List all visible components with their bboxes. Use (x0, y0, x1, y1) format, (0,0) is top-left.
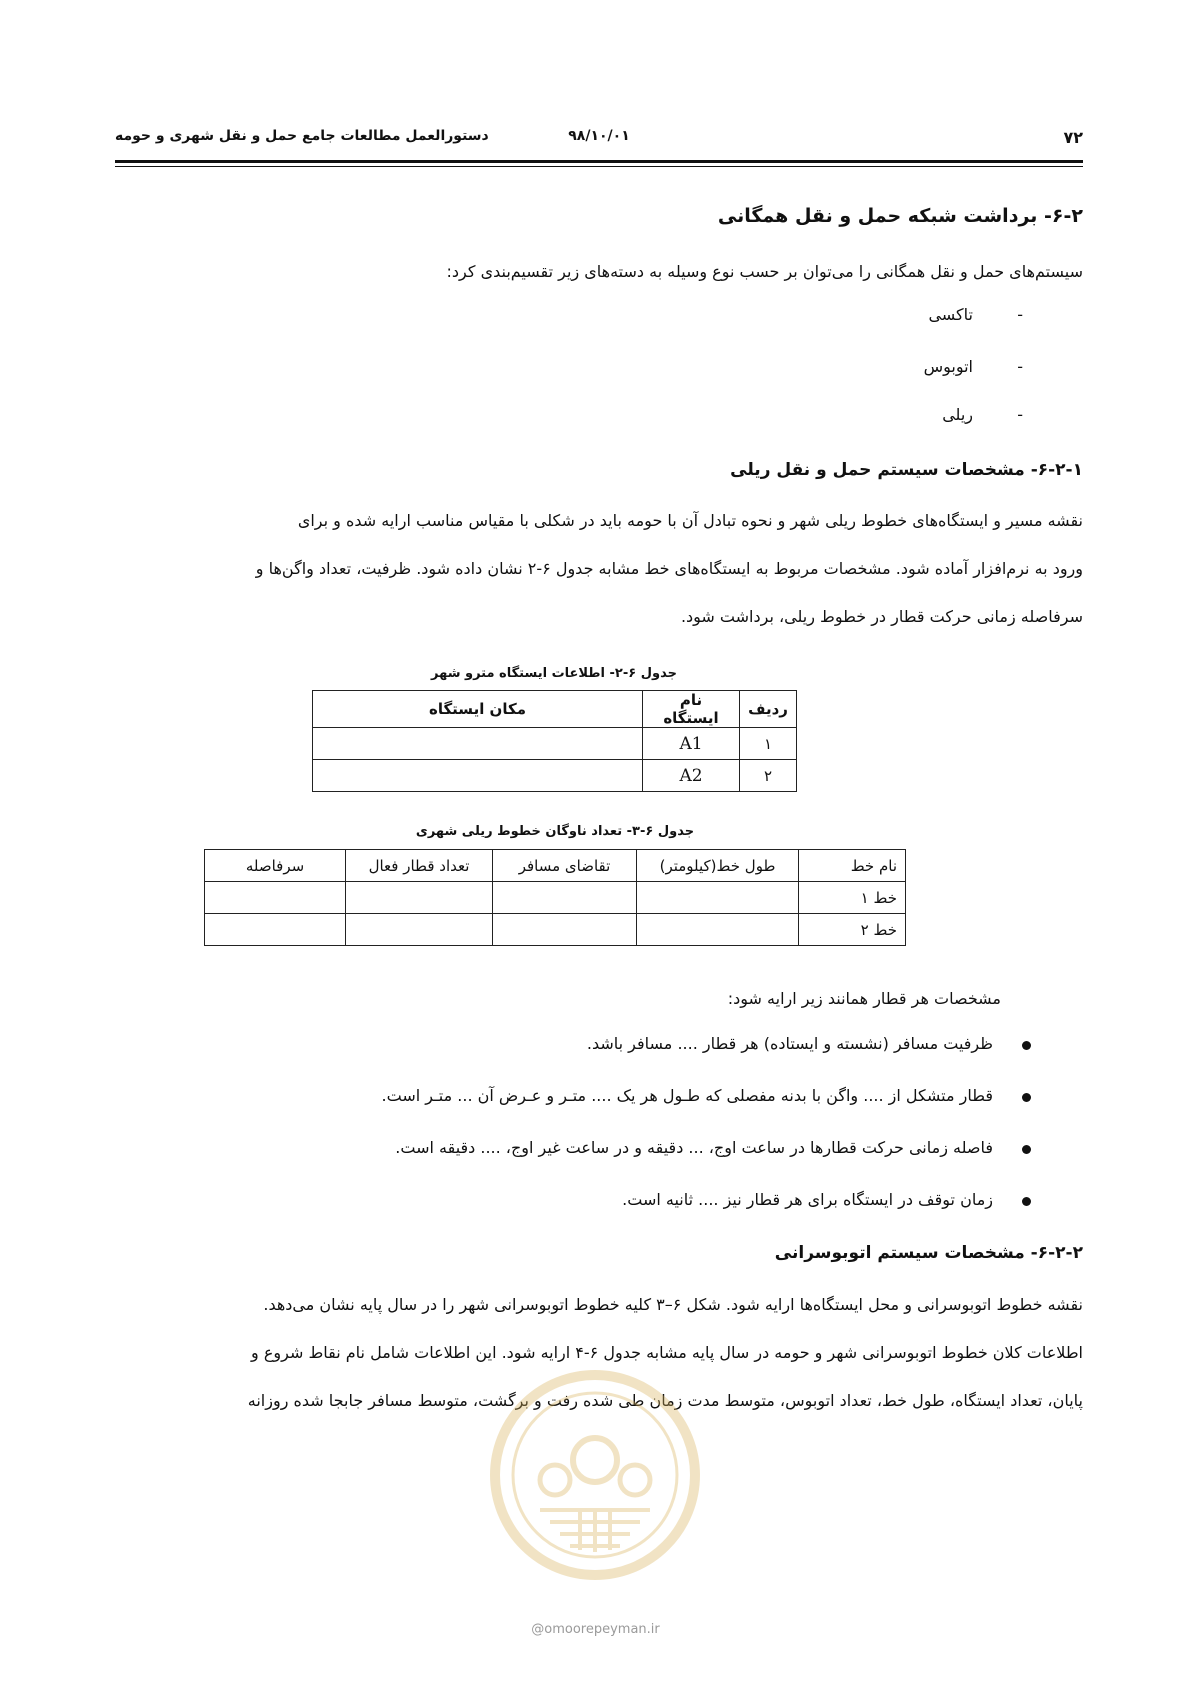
list-item-text: فاصله زمانی حرکت قطارها در ساعت اوج، ... دقیقه و در ساعت غیر اوج، .... دقیقه است. (395, 1138, 993, 1157)
house-icon (620, 1465, 650, 1495)
table-cell: A1 (643, 728, 740, 760)
header-date: ۹۸/۱۰/۰۱ (568, 128, 630, 144)
list-item (115, 405, 1083, 457)
column-header: ردیف (740, 691, 797, 728)
list-item (115, 1086, 1083, 1138)
column-header: مکان ایستگاه (313, 691, 643, 728)
header-title: دستورالعمل مطالعات جامع حمل و نقل شهری و حومه (115, 128, 489, 144)
list-item (115, 1034, 1083, 1086)
table-cell (346, 914, 493, 946)
header-rule-thin (115, 166, 1083, 167)
paragraph-line: نقشه خطوط اتوبوسرانی و محل ایستگاه‌ها ارایه شود. شکل ۶–۳ کلیه خطوط اتوبوسرانی شهر را در سال پایه نشان می‌دهد. (263, 1295, 1083, 1314)
gear-icon (573, 1438, 617, 1482)
bullet-icon (1022, 1093, 1031, 1102)
table-6-3-caption: جدول ۶-۳- تعداد ناوگان خطوط ریلی شهری (415, 824, 695, 839)
list-item-text: ظرفیت مسافر (نشسته و ایستاده) هر قطار .... مسافر باشد. (586, 1034, 993, 1053)
table-cell (637, 914, 799, 946)
dash-marker: - (1017, 405, 1023, 424)
transport-type-list (115, 305, 1083, 457)
column-header: تعداد قطار فعال (346, 850, 493, 882)
table-row (313, 728, 797, 760)
list-item-text: تاکسی (928, 305, 973, 324)
list-item-text: زمان توقف در ایستگاه برای هر قطار نیز .... ثانیه است. (622, 1190, 993, 1209)
table-cell (313, 728, 643, 760)
train-specs-intro: مشخصات هر قطار همانند زیر ارایه شود: (727, 989, 1001, 1008)
page-header (115, 128, 1083, 150)
section-heading-6-2-2: ۶-۲-۲- مشخصات سیستم اتوبوسرانی (774, 1243, 1083, 1263)
section-6-2-intro: سیستم‌های حمل و نقل همگانی را می‌توان بر حسب نوع وسیله به دسته‌های زیر تقسیم‌بندی کرد: (446, 262, 1083, 281)
paragraph-line: نقشه مسیر و ایستگاه‌های خطوط ریلی شهر و نحوه تبادل آن با حومه باید در شکلی با مقیاس مناسب ارایه شده و برای (297, 511, 1083, 530)
paragraph-line: پایان، تعداد ایستگاه، طول خط، تعداد اتوبوس، متوسط مدت زمان طی شده رفت و برگشت، متوسط مسافر جابجا شده روزانه (247, 1391, 1083, 1410)
paragraph-line: اطلاعات کلان خطوط اتوبوسرانی شهر و حومه در سال پایه مشابه جدول ۶-۴ ارایه شود. این اطلاعات شامل نام نقاط شروع و (251, 1343, 1083, 1362)
table-cell (346, 882, 493, 914)
column-header: طول خط(کیلومتر) (637, 850, 799, 882)
table-cell: خط ۲ (799, 914, 906, 946)
table-header-row (205, 850, 906, 882)
column-header: تقاضای مسافر (493, 850, 637, 882)
table-6-3 (204, 849, 906, 946)
table-cell: A2 (643, 760, 740, 792)
table-6-2 (312, 690, 797, 792)
list-item (115, 305, 1083, 357)
section-6-2-1-paragraph (115, 497, 1083, 641)
train-specs-list (115, 1034, 1083, 1242)
scale-icon (540, 1465, 570, 1495)
section-heading-6-2: ۶-۲- برداشت شبکه حمل و نقل همگانی (717, 205, 1083, 227)
table-row (205, 882, 906, 914)
list-item (115, 1190, 1083, 1242)
bullet-icon (1022, 1197, 1031, 1206)
table-cell (493, 882, 637, 914)
dash-marker: - (1017, 305, 1023, 324)
list-item-text: اتوبوس (923, 357, 973, 376)
bullet-icon (1022, 1145, 1031, 1154)
table-6-2-caption: جدول ۶-۲- اطلاعات ایستگاه مترو شهر (431, 666, 677, 681)
paragraph-line: ورود به نرم‌افزار آماده شود. مشخصات مربوط به ایستگاه‌های خط مشابه جدول ۶-۲ نشان داده شود. ظرفیت، تعداد واگن‌ها و (255, 559, 1083, 578)
column-header: نام خط (799, 850, 906, 882)
list-item (115, 357, 1083, 405)
paragraph-line: سرفاصله زمانی حرکت قطار در خطوط ریلی، برداشت شود. (680, 607, 1083, 626)
list-item-text: قطار متشکل از .... واگن با بدنه مفصلی که طـول هر یک .... متـر و عـرض آن ... متـر است. (381, 1086, 993, 1105)
table-cell (313, 760, 643, 792)
column-header: سرفاصله (205, 850, 346, 882)
list-item (115, 1138, 1083, 1190)
table-row (313, 760, 797, 792)
header-rule-thick (115, 160, 1083, 163)
bullet-icon (1022, 1041, 1031, 1050)
watermark-logo (480, 1360, 710, 1590)
column-header: نام ایستگاه (643, 691, 740, 728)
table-row (205, 914, 906, 946)
watermark-text: @omoorepeyman.ir (531, 1622, 660, 1637)
section-heading-6-2-1: ۶-۲-۱- مشخصات سیستم حمل و نقل ریلی (730, 460, 1083, 480)
table-cell (493, 914, 637, 946)
table-header-row (313, 691, 797, 728)
table-cell: ۲ (740, 760, 797, 792)
table-cell: خط ۱ (799, 882, 906, 914)
table-cell (205, 914, 346, 946)
dash-marker: - (1017, 357, 1023, 376)
table-cell (637, 882, 799, 914)
table-cell (205, 882, 346, 914)
list-item-text: ریلی (942, 405, 973, 424)
page-number: ۷۲ (1063, 128, 1083, 147)
table-cell: ۱ (740, 728, 797, 760)
